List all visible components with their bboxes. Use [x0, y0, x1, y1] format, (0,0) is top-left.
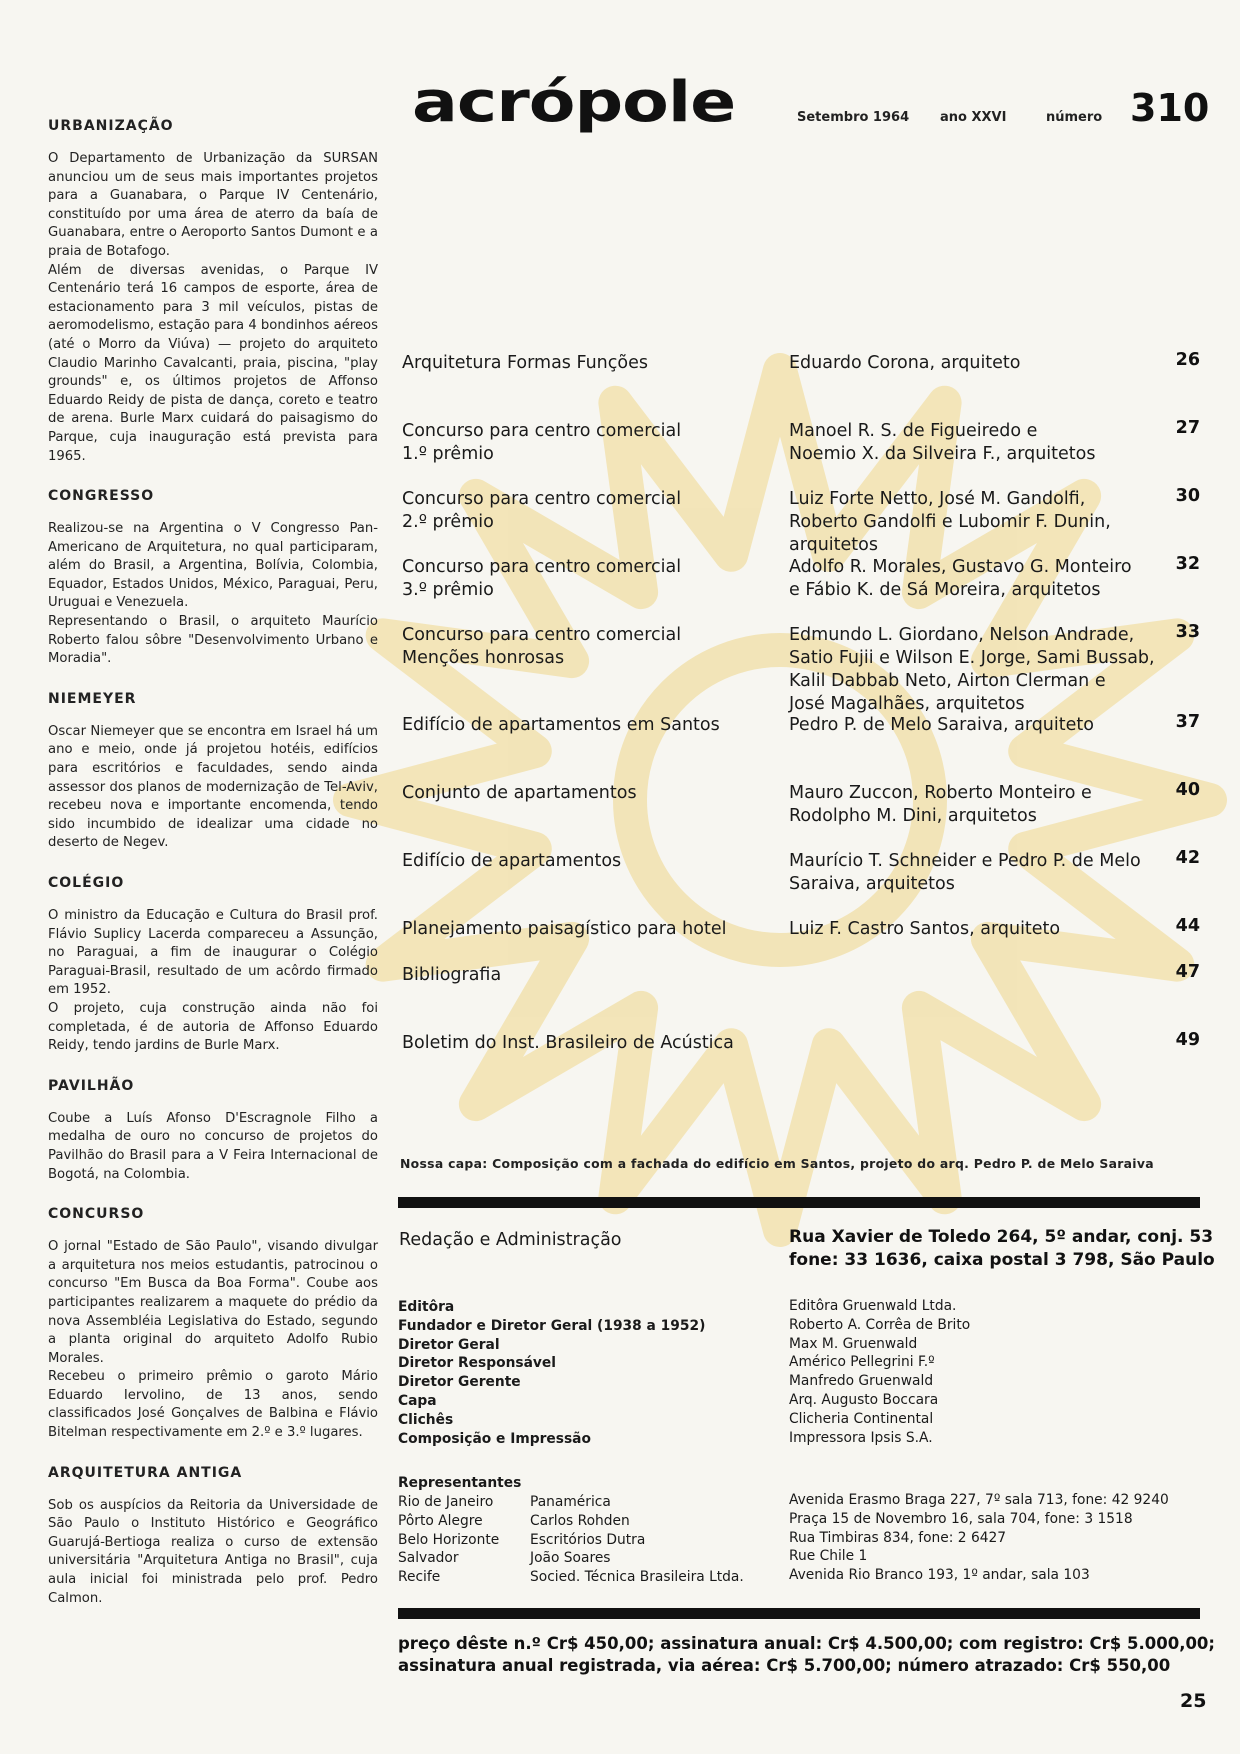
issue-date: Setembro 1964	[797, 110, 910, 125]
staff-role: Diretor Gerente	[398, 1374, 521, 1391]
toc-author: Luiz Forte Netto, José M. Gandolfi, Roberto Gandolfi e Lubomir F. Dunin, arquitetos	[789, 489, 1111, 555]
rep-name: Socied. Técnica Brasileira Ltda.	[530, 1569, 744, 1586]
news-paragraph: O ministro da Educação e Cultura do Brasil prof. Flávio Suplicy Lacerda compareceu a Assunção, no Paraguai, a fim de inaugurar o Colégio Paraguai-Brasil, resultado de um acôrdo firmado em 1952.	[48, 908, 378, 998]
rep-city: Pôrto Alegre	[398, 1512, 483, 1529]
issue-number: 310	[1130, 86, 1210, 130]
toc-page-number: 37	[1175, 712, 1200, 732]
rep-address: Avenida Erasmo Braga 227, 7º sala 713, fone: 42 9240	[789, 1492, 1169, 1508]
news-section-heading: ARQUITETURA ANTIGA	[48, 1464, 243, 1481]
staff-name: Manfredo Gruenwald	[789, 1373, 934, 1390]
news-section	[36, 118, 378, 466]
rep-city: Salvador	[398, 1550, 459, 1567]
toc-author: Manoel R. S. de Figueiredo e Noemio X. da Silveira F., arquitetos	[789, 421, 1096, 464]
rep-name: João Soares	[530, 1550, 611, 1567]
news-paragraph: O projeto, cuja construção ainda não foi completada, é de autoria de Affonso Eduardo Reidy, tendo jardins de Burle Marx.	[48, 1000, 378, 1054]
rep-address: Rua Timbiras 834, fone: 2 6427	[789, 1529, 1007, 1546]
toc-title: Edifício de apartamentos em Santos	[402, 715, 720, 735]
toc-author: Pedro P. de Melo Saraiva, arquiteto	[789, 715, 1094, 735]
toc-author: Adolfo R. Morales, Gustavo G. Monteiro e Fábio K. de Sá Moreira, arquitetos	[789, 557, 1132, 600]
toc-title: Concurso para centro comercial 3.º prêmio	[402, 557, 682, 600]
cover-note: Nossa capa: Composição com a fachada do edifício em Santos, projeto do arq. Pedro P. de Melo Saraiva	[400, 1156, 1154, 1171]
news-section-heading: COLÉGIO	[48, 875, 125, 891]
staff-name: Max M. Gruenwald	[789, 1335, 918, 1352]
toc-page-number: 30	[1175, 486, 1200, 506]
toc-title: Edifício de apartamentos	[402, 851, 622, 871]
news-paragraph: Representando o Brasil, o arquiteto Maurício Roberto falou sôbre "Desenvolvimento Urbano e Moradia".	[48, 614, 378, 667]
toc-title: Concurso para centro comercial 2.º prêmio	[402, 489, 682, 532]
news-paragraph: Recebeu o primeiro prêmio o garoto Mário Eduardo Iervolino, de 13 anos, sendo classificados José Gonçalves de Balbina e Flávio Bitelman respectivamente em 2.º e 3.º lugares.	[48, 1369, 378, 1441]
toc-page-number: 40	[1175, 780, 1200, 800]
rep-cities-list	[398, 1493, 499, 1587]
issue-year: ano XXVI	[940, 110, 1007, 125]
toc-page-number: 32	[1175, 554, 1200, 574]
magazine-logo: acrópole	[412, 70, 736, 135]
staff-name: Impressora Ipsis S.A.	[789, 1429, 933, 1446]
staff-role: Diretor Responsável	[398, 1355, 556, 1372]
price-line-1: preço dêste n.º Cr$ 450,00; assinatura anual: Cr$ 4.500,00; com registro: Cr$ 5.000,00;	[398, 1634, 1216, 1653]
news-section-heading: CONCURSO	[48, 1206, 145, 1223]
issue-number-label: número	[1046, 110, 1103, 125]
staff-role: Fundador e Diretor Geral (1938 a 1952)	[398, 1317, 706, 1334]
divider-rule	[398, 1608, 1200, 1619]
toc-author: Luiz F. Castro Santos, arquiteto	[789, 919, 1061, 939]
news-paragraph: O Departamento de Urbanização da SURSAN anunciou um de seus mais importantes projetos para a Guanabara, o Parque IV Centenário, constituído por uma área de aterro da baía de Guanabara, entre o Aeroporto Santos Dumont e a praia de Botafogo.	[48, 151, 378, 259]
staff-role: Composição e Impressão	[398, 1430, 591, 1447]
staff-names-list	[789, 1297, 970, 1447]
rep-name: Escritórios Dutra	[530, 1531, 646, 1548]
toc-page-number: 44	[1175, 916, 1200, 936]
rep-address: Praça 15 de Novembro 16, sala 704, fone: 3 1518	[789, 1510, 1133, 1527]
staff-roles-list	[398, 1298, 705, 1448]
price-line-2: assinatura anual registrada, via aérea: Cr$ 5.700,00; número atrazado: Cr$ 550,00	[398, 1656, 1171, 1675]
staff-name: Clicheria Continental	[789, 1410, 934, 1427]
rep-names-list	[530, 1493, 744, 1587]
rep-name: Panamérica	[530, 1494, 611, 1510]
news-paragraph: Oscar Niemeyer que se encontra em Israel há um ano e meio, onde já projetou hotéis, edifícios para escritórios e faculdades, sendo ainda assessor dos planos de modernização de Tel-Aviv, recebeu nova e importante encomenda, tendo sido incumbido de idealizar uma cidade no deserto de Negev.	[48, 723, 378, 851]
rep-name: Carlos Rohden	[530, 1512, 630, 1529]
toc-title: Planejamento paisagístico para hotel	[402, 919, 727, 939]
toc-title: Boletim do Inst. Brasileiro de Acústica	[402, 1033, 734, 1053]
toc-page-number: 26	[1175, 350, 1200, 370]
rep-city: Recife	[398, 1569, 441, 1586]
news-section	[36, 691, 378, 853]
news-section-heading: CONGRESSO	[48, 488, 155, 505]
editorial-address: Rua Xavier de Toledo 264, 5º andar, conj. 53	[789, 1227, 1214, 1247]
news-section	[36, 488, 378, 669]
toc-author: Edmundo L. Giordano, Nelson Andrade, Satio Fujii e Wilson E. Jorge, Sami Bussab, Kalil Dabbab Neto, Airton Clerman e José Magalhães, arquitetos	[789, 625, 1155, 714]
news-section-heading: PAVILHÃO	[48, 1077, 135, 1094]
editorial-label: Redação e Administração	[399, 1230, 622, 1250]
toc-page-number: 42	[1175, 848, 1200, 868]
toc-title: Concurso para centro comercial 1.º prêmio	[402, 421, 682, 464]
toc-title: Conjunto de apartamentos	[402, 783, 637, 803]
staff-name: Arq. Augusto Boccara	[789, 1391, 939, 1408]
news-paragraph: Realizou-se na Argentina o V Congresso Pan-Americano de Arquitetura, no qual participaram, além do Brasil, a Argentina, Bolívia, Colombia, Equador, Estados Unidos, México, Paraguai, Peru, Uruguai e Venezuela.	[48, 521, 378, 611]
news-paragraph: Além de diversas avenidas, o Parque IV Centenário terá 16 campos de esporte, área de estacionamento para 3 mil veículos, pistas de aeromodelismo, estação para 4 bondinhos aéreos (até o Morro da Viúva) — projeto do arquiteto Claudio Marinho Cavalcanti, praia, piscina, "play grounds" e, os últimos projetos de Affonso Eduardo Reidy de pista de dança, coreto e teatro de arena. Burle Marx cuidará do paisagismo do Parque, cuja inauguração está prevista para 1965.	[48, 262, 378, 464]
toc-page-number: 33	[1175, 622, 1200, 642]
page-number: 25	[1180, 1690, 1207, 1712]
rep-city: Belo Horizonte	[398, 1531, 500, 1548]
toc-title: Concurso para centro comercial Menções honrosas	[402, 625, 682, 668]
news-section	[36, 1078, 378, 1184]
toc-page-number: 47	[1175, 962, 1200, 982]
news-section	[36, 1465, 378, 1609]
news-section-heading: NIEMEYER	[48, 690, 137, 707]
representatives-label: Representantes	[398, 1475, 522, 1491]
toc-title: Arquitetura Formas Funções	[402, 353, 648, 373]
rep-city: Rio de Janeiro	[398, 1494, 494, 1510]
toc-title: Bibliografia	[402, 965, 502, 985]
staff-role: Diretor Geral	[398, 1336, 500, 1353]
news-paragraph: O jornal "Estado de São Paulo", visando divulgar a arquitetura nos meios estudantis, patrocinou o concurso "Em Busca da Boa Forma". Coube aos participantes realizarem a maquete do prédio da nova Assembléia Legislativa do Estado, segundo a planta original do arquiteto Adolfo Rubio Morales.	[48, 1239, 378, 1366]
news-section	[36, 875, 378, 1056]
toc-page-number: 27	[1175, 418, 1200, 438]
toc-page-number: 49	[1175, 1030, 1200, 1050]
news-section-heading: URBANIZAÇÃO	[48, 118, 174, 134]
news-paragraph: Coube a Luís Afonso D'Escragnole Filho a medalha de ouro no concurso de projetos do Pavilhão do Brasil para a V Feira Internacional de Bogotá, na Colombia.	[48, 1110, 378, 1182]
toc-author: Maurício T. Schneider e Pedro P. de Melo Saraiva, arquitetos	[789, 851, 1141, 894]
rep-addresses-list	[789, 1491, 1169, 1585]
staff-role: Capa	[398, 1392, 437, 1409]
news-paragraph: Sob os auspícios da Reitoria da Universidade de São Paulo o Instituto Histórico e Geográfico Guarujá-Bertioga realiza o curso de extensão universitária "Arquitetura Antiga no Brasil", cuja aula inicial foi ministrada pelo prof. Pedro Calmon.	[48, 1497, 378, 1606]
news-column	[36, 118, 378, 1630]
staff-role: Editôra	[398, 1299, 455, 1315]
editorial-phone: fone: 33 1636, caixa postal 3 798, São Paulo	[789, 1250, 1215, 1270]
rep-address: Avenida Rio Branco 193, 1º andar, sala 103	[789, 1567, 1090, 1584]
rep-address: Rue Chile 1	[789, 1548, 868, 1565]
staff-name: Américo Pellegrini F.º	[789, 1354, 935, 1371]
staff-role: Clichês	[398, 1411, 454, 1428]
divider-rule	[398, 1197, 1200, 1208]
news-section	[36, 1206, 378, 1443]
staff-name: Editôra Gruenwald Ltda.	[789, 1298, 957, 1314]
staff-name: Roberto A. Corrêa de Brito	[789, 1316, 971, 1333]
toc-author: Eduardo Corona, arquiteto	[789, 353, 1021, 373]
toc-author: Mauro Zuccon, Roberto Monteiro e Rodolpho M. Dini, arquitetos	[789, 783, 1092, 826]
